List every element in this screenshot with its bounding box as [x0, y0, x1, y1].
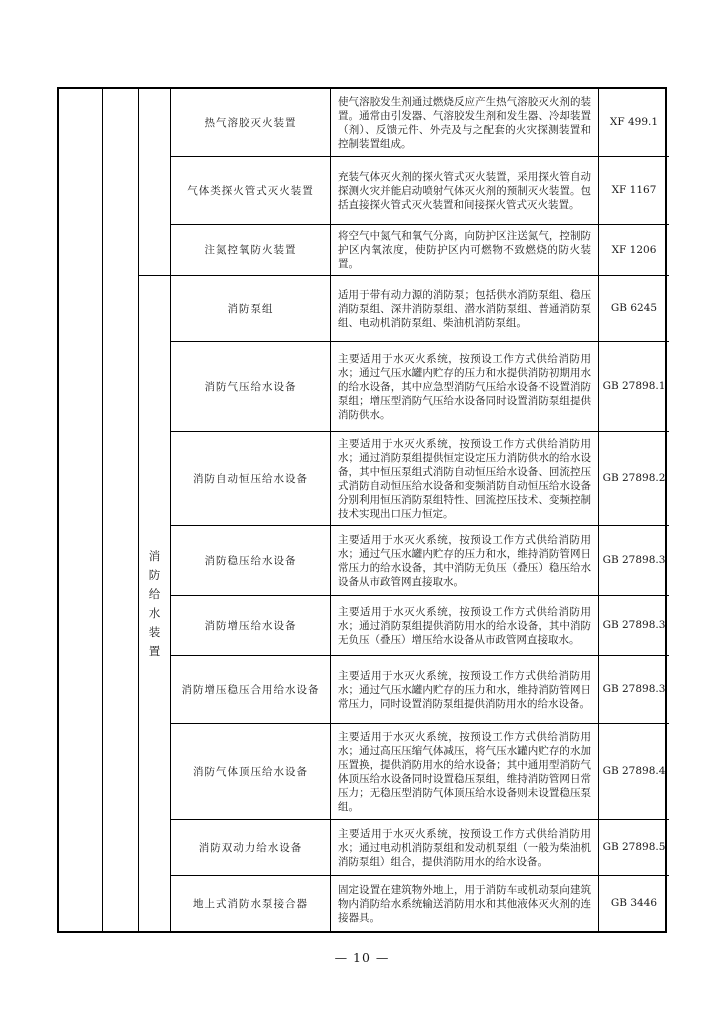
table-row-2-desc: [331, 157, 599, 225]
equipment-name: 消防增压给水设备: [204, 619, 297, 632]
equipment-name: 地上式消防水泵接合器: [193, 897, 308, 910]
table-row-11-name: [171, 820, 331, 876]
table-row-6-name: [171, 432, 331, 526]
equipment-description: 使气溶胶发生剂通过燃烧反应产生热气溶胶灭火剂的装置。通常由引发器、气溶胶发生剂和发生器、冷却装置（剂）、反馈元件、外壳及与之配套的火灾探测装置和控制装置组成。: [338, 95, 591, 150]
equipment-name: 消防增压稳压合用给水设备: [181, 683, 320, 696]
standard-number: GB 27898.3: [602, 554, 666, 566]
table-row-6-standard: [599, 432, 669, 526]
standard-number: GB 27898.2: [602, 472, 666, 484]
equipment-name: 消防气压给水设备: [204, 380, 297, 393]
table-row-3-standard: [599, 225, 669, 276]
table-row-10-name: [171, 724, 331, 820]
table-row-10-desc: [331, 724, 599, 820]
table-row-6-desc: [331, 432, 599, 526]
equipment-description: 主要适用于水灭火系统，按预设工作方式供给消防用水；通过消防泵组提供恒定设定压力消防供水的给水设备，其中恒压泵组式消防自动恒压给水设备、回流控压式消防自动恒压给水设备和变频消防自动恒压给水设备分别利用恒压消防泵组特性、回流控压技术、变频控制技术实现出口压力恒定。: [338, 437, 591, 520]
standard-number: GB 27898.5: [602, 841, 666, 853]
standard-number: GB 3446: [610, 897, 658, 909]
table-row-5-desc: [331, 342, 599, 432]
table-row-5-name: [171, 342, 331, 432]
table-row-12-standard: [599, 876, 669, 931]
table-row-5-standard: [599, 342, 669, 432]
equipment-name: 热气溶胶灭火装置: [204, 116, 297, 129]
equipment-description: 主要适用于水灭火系统，按预设工作方式供给消防用水；通过电动机消防泵组和发动机泵组（一般为柴油机消防泵组）组合，提供消防用水的给水设备。: [338, 827, 591, 868]
content-table: [57, 87, 667, 933]
table-row-11-standard: [599, 820, 669, 876]
table-row-1-standard: [599, 89, 669, 157]
table-row-7-desc: [331, 526, 599, 596]
standard-number: XF 499.1: [609, 116, 659, 128]
table-row-4-desc: [331, 276, 599, 342]
table-row-10-standard: [599, 724, 669, 820]
equipment-description: 固定设置在建筑物外地上，用于消防车或机动泵向建筑物内消防给水系统输送消防用水和其他液体灭火剂的连接器具。: [338, 883, 591, 924]
section-label-vertical: 消防给水装置: [148, 548, 161, 658]
table-row-1-desc: [331, 89, 599, 157]
table-row-1-name: [171, 89, 331, 157]
table-row-4-name: [171, 276, 331, 342]
equipment-description: 将空气中氮气和氧气分离，向防护区注送氮气，控制防护区内氧浓度，使防护区内可燃物不致燃烧的防火装置。: [338, 230, 591, 270]
standard-number: XF 1167: [611, 184, 657, 196]
section-label-cell: [139, 276, 171, 931]
table-row-8-name: [171, 596, 331, 656]
table-row-7-standard: [599, 526, 669, 596]
standard-number: XF 1206: [611, 243, 657, 256]
table-row-2-name: [171, 157, 331, 225]
table-row-9-standard: [599, 656, 669, 724]
table-row-8-standard: [599, 596, 669, 656]
margin-column-2: [103, 89, 139, 931]
equipment-description: 适用于带有动力源的消防泵；包括供水消防泵组、稳压消防泵组、深井消防泵组、潜水消防泵组、普通消防泵组、电动机消防泵组、柴油机消防泵组。: [338, 288, 591, 329]
standard-number: GB 27898.1: [602, 380, 666, 392]
equipment-name: 注氮控氧防火装置: [204, 244, 297, 256]
equipment-description: 主要适用于水灭火系统，按预设工作方式供给消防用水；通过气压水罐内贮存的压力和水提供消防初期用水的给水设备，其中应急型消防气压给水设备不设置消防泵组；增压型消防气压给水设备同时设置消防泵组提供消防供水。: [338, 352, 591, 421]
table-row-4-standard: [599, 276, 669, 342]
equipment-description: 主要适用于水灭火系统，按预设工作方式供给消防用水；通过消防泵组提供消防用水的给水设备，其中消防无负压（叠压）增压给水设备从市政管网直接取水。: [338, 605, 591, 646]
category-column-empty-cell: [139, 89, 171, 276]
table-row-8-desc: [331, 596, 599, 656]
equipment-name: 消防稳压给水设备: [204, 554, 297, 567]
standard-number: GB 27898.3: [602, 619, 666, 631]
standard-number: GB 6245: [610, 302, 658, 314]
equipment-name: 消防双动力给水设备: [198, 841, 303, 854]
table-row-9-desc: [331, 656, 599, 724]
equipment-name: 气体类探火管式灭火装置: [187, 184, 314, 197]
margin-column-1: [59, 89, 103, 931]
page-number: — 10 —: [334, 950, 390, 965]
table-row-3-name: [171, 225, 331, 276]
table-row-9-name: [171, 656, 331, 724]
equipment-description: 主要适用于水灭火系统，按预设工作方式供给消防用水；通过气压水罐内贮存的压力和水，维持消防管网日常压力的给水设备，其中消防无负压（叠压）稳压给水设备从市政管网直接取水。: [338, 533, 591, 588]
table-row-7-name: [171, 526, 331, 596]
equipment-description: 主要适用于水灭火系统，按预设工作方式供给消防用水；通过高压压缩气体减压，将气压水罐内贮存的水加压置换，提供消防用水的给水设备；其中通用型消防气体顶压给水设备同时设置稳压泵组，维持消防管网日常压力；无稳压型消防气体顶压给水设备则未设置稳压泵组。: [338, 730, 591, 813]
table-row-12-name: [171, 876, 331, 931]
equipment-name: 消防气体顶压给水设备: [193, 765, 308, 778]
equipment-name: 消防自动恒压给水设备: [193, 472, 308, 485]
equipment-name: 消防泵组: [227, 302, 274, 315]
standard-number: GB 27898.4: [602, 765, 666, 777]
table-row-3-desc: [331, 225, 599, 276]
equipment-description: 主要适用于水灭火系统，按预设工作方式供给消防用水；通过气压水罐内贮存的压力和水，维持消防管网日常压力，同时设置消防泵组提供消防用水的给水设备。: [338, 669, 591, 710]
table-row-12-desc: [331, 876, 599, 931]
standard-number: GB 27898.3: [602, 683, 666, 695]
table-row-11-desc: [331, 820, 599, 876]
table-row-2-standard: [599, 157, 669, 225]
equipment-description: 充装气体灭火剂的探火管式灭火装置，采用探火管自动探测火灾并能启动喷射气体灭火剂的预制灭火装置。包括直接探火管式灭火装置和间接探火管式灭火装置。: [338, 170, 591, 211]
